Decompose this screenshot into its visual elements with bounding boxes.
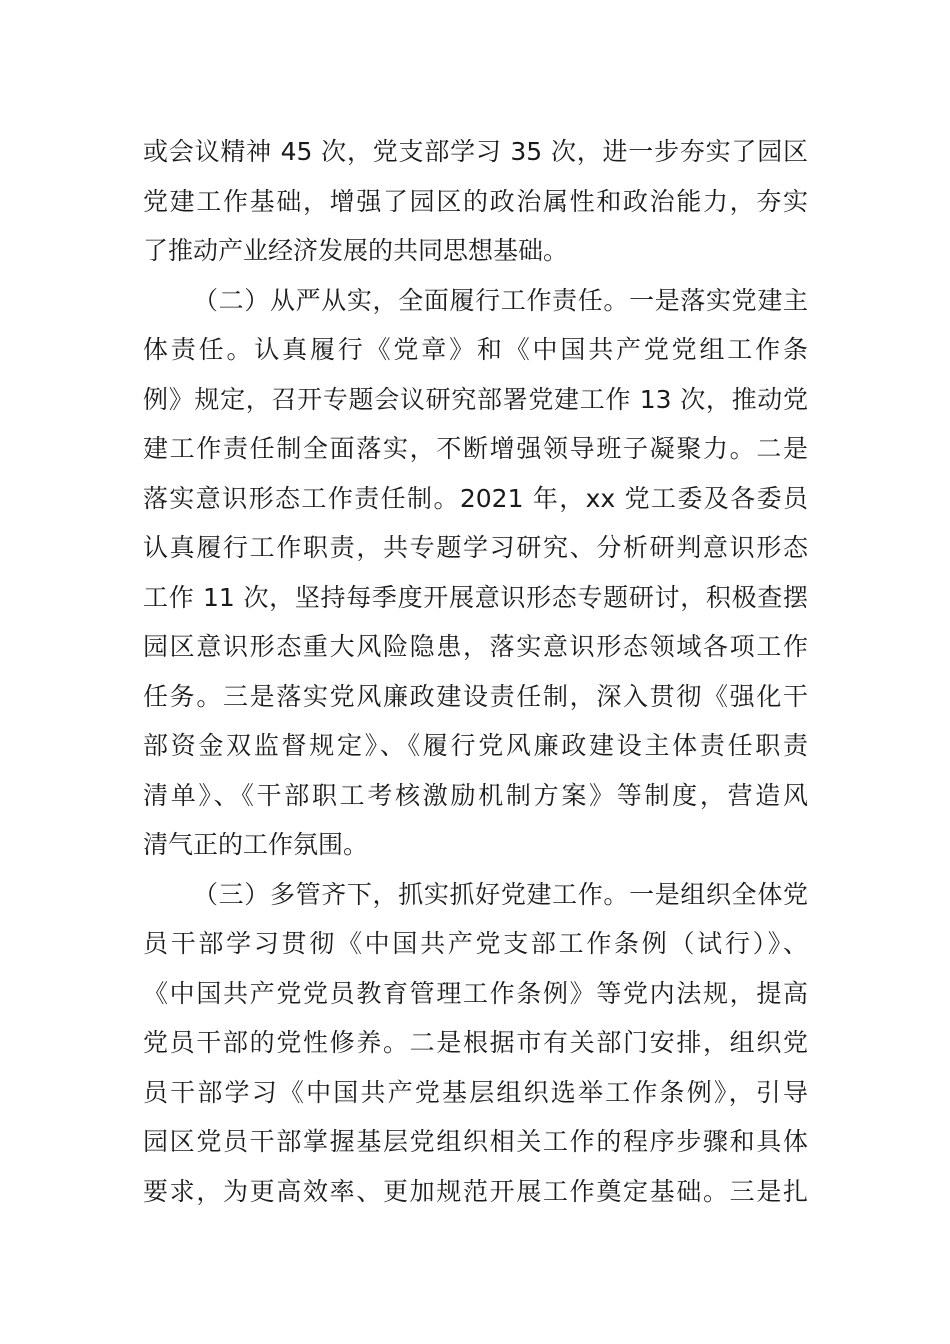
text-line: 党建工作基础，增强了园区的政治属性和政治能力，夯实 — [143, 186, 808, 216]
text-line: 了推动产业经济发展的共同思想基础。 — [143, 236, 569, 265]
text-line: 落实意识形态工作责任制。2021 年，xx 党工委及各委员 — [143, 483, 808, 513]
text-line: 工作 11 次，坚持每季度开展意识形态专题研讨，积极查摆 — [143, 582, 808, 612]
text-line: 任务。三是落实党风廉政建设责任制，深入贯彻《强化干 — [143, 681, 808, 711]
text-line: 清单》、《干部职工考核激励机制方案》等制度，营造风 — [143, 780, 808, 810]
text-line: 员干部学习贯彻《中国共产党支部工作条例（试行）》、 — [143, 929, 808, 958]
section-heading-line: （二）从严从实，全面履行工作责任。一是落实党建主 — [193, 285, 808, 315]
text-line: 清气正的工作氛围。 — [143, 830, 369, 859]
text-line: 或会议精神 45 次，党支部学习 35 次，进一步夯实了园区 — [143, 137, 808, 166]
text-line: 要求，为更高效率、更加规范开展工作奠定基础。三是扎 — [143, 1176, 808, 1206]
text-line: 党员干部的党性修养。二是根据市有关部门安排，组织党 — [143, 1028, 808, 1057]
text-line: 建工作责任制全面落实，不断增强领导班子凝聚力。二是 — [143, 434, 808, 463]
text-line: 认真履行工作职责，共专题学习研究、分析研判意识形态 — [143, 533, 808, 562]
text-line: 例》规定，召开专题会议研究部署党建工作 13 次，推动党 — [143, 384, 808, 414]
text-line: 园区意识形态重大风险隐患，落实意识形态领域各项工作 — [143, 632, 808, 661]
text-line: 员干部学习《中国共产党基层组织选举工作条例》，引导 — [143, 1077, 808, 1107]
text-line: 《中国共产党党员教育管理工作条例》等党内法规，提高 — [143, 978, 808, 1008]
text-line: 园区党员干部掌握基层党组织相关工作的程序步骤和具体 — [143, 1127, 808, 1156]
document-body — [143, 127, 808, 1216]
text-line: 部资金双监督规定》、《履行党风廉政建设主体责任职责 — [143, 731, 808, 760]
text-line: 体责任。认真履行《党章》和《中国共产党党组工作条 — [143, 335, 808, 364]
section-heading-line: （三）多管齐下，抓实抓好党建工作。一是组织全体党 — [193, 879, 808, 909]
